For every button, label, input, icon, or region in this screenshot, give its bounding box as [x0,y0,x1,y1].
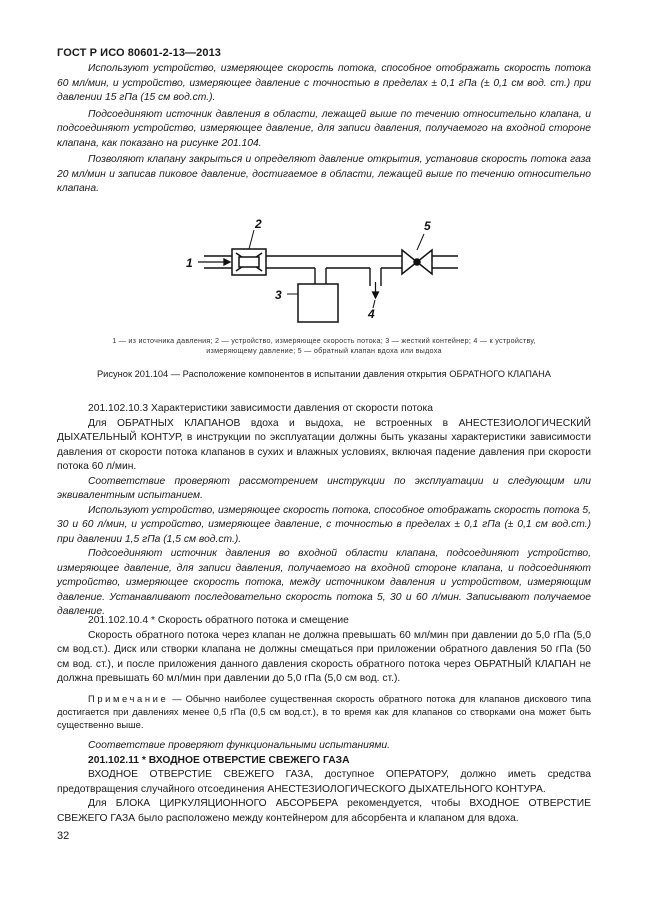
section-10-3-heading: 201.102.10.3 Характеристики зависимости давления от скорости потока [88,403,433,414]
section-11-heading: 201.102.11 * ВХОДНОЕ ОТВЕРСТИЕ СВЕЖЕГО ГАЗА [88,754,350,766]
section-10-3-body: Для ОБРАТНЫХ КЛАПАНОВ вдоха и выдоха, не встроенных в АНЕСТЕЗИОЛОГИЧЕСКИЙ ДЫХАТЕЛЬНЫЙ КОНТУР, в инструкции по эксплуатации должны быть указаны характеристики зависимости давления от скорости потока клапанов в сухих и влажных условиях, включая падение давления при скорости потока 60 л/мин. [57,417,591,472]
section-10-4-heading: 201.102.10.4 * Скорость обратного потока и смещение [88,615,349,626]
note-text: — Обычно наиболее существенная скорость обратного потока для клапанов дискового типа достигается при давлениях менее 0,5 гПа (0,5 см вод.ст.), в то время как для клапанов со створками она может быть существенно выше. [57,693,591,730]
figure-label-2: 2 [255,217,262,231]
section-10-3-paragraph-2: Подсоединяют источник давления во входной области клапана, подсоединяют устройство, измеряющее давление, для записи давления, получаемого на входной стороне клапана, и подсоединяют устройство, измеряющее скорость потока, между источником давления и устройством, измеряющим давление. Устанавливают последовательно скорость потока 5, 30 и 60 л/мин. Записывают получаемое давление. [57,548,591,617]
figure-legend-line-1: 1 — из источника давления; 2 — устройство, измеряющее скорость потока; 3 — жесткий контейнер; 4 — к устройству, [112,336,536,345]
rigid-container [298,284,338,322]
figure-label-5: 5 [424,219,431,233]
section-11-paragraph-1: ВХОДНОЕ ОТВЕРСТИЕ СВЕЖЕГО ГАЗА, доступное ОПЕРАТОРУ, должно иметь средства предотвращения случайного отсоединения АНЕСТЕЗИОЛОГИЧЕСКОГО ДЫХАТЕЛЬНОГО КОНТУРА. [57,769,591,795]
section-11 [57,739,591,826]
document-header: ГОСТ Р ИСО 80601-2-13—2013 [57,47,222,59]
pipe-branch-container [315,268,326,284]
intro-block [57,62,591,197]
gauge-arrow [373,282,379,298]
figure-diagram [180,212,470,324]
figure-label-1: 1 [186,256,193,270]
page-number: 32 [57,830,70,842]
figure-caption: Рисунок 201.104 — Расположение компонентов в испытании давления открытия ОБРАТНОГО КЛАПАНА [96,369,552,379]
section-10-4-body: Скорость обратного потока через клапан не должна превышать 60 мл/мин при давлении до 5,0 гПа (5,0 см вод.ст.). Диск или створки клапана не должны смещаться при приложении обратного давления 50 гПа (50 см вод. ст.), и после приложения данного давления скорость обратного потока через ОБРАТНЫЙ КЛАПАН не должна превышать 60 мл/мин при давлении до 5,0 гПа (5,0 см вод. ст.). [57,629,591,684]
section-10-3-compliance: Соответствие проверяют рассмотрением инструкции по эксплуатации и следующим или эквивалентным испытанием. [57,475,591,501]
flow-meter-device [232,249,266,275]
section-10-3 [57,402,591,620]
intro-paragraph-1: Используют устройство, измеряющее скорость потока, способное отображать скорость потока 60 мл/мин, и устройство, измеряющее давление с точностью в пределах ± 0,1 гПа (± 0,1 см вод. ст.) при давлении 15 гПа (15 см вод.ст.). [57,63,591,103]
intro-paragraph-2: Подсоединяют источник давления в области, лежащей выше по течению относительно клапана, и подсоединяют устройство, измеряющее давление, для записи давления, получаемого на входной стороне клапана, как показано на рисунке 201.104. [57,108,591,149]
section-10-4-note [57,692,591,731]
figure-legend-line-2: измеряющему давление; 5 — обратный клапан вдоха или выдоха [206,346,442,355]
inlet-arrow [198,259,230,265]
section-11-paragraph-2: Для БЛОКА ЦИРКУЛЯЦИОННОГО АБСОРБЕРА рекомендуется, чтобы ВХОДНОЕ ОТВЕРСТИЕ СВЕЖЕГО ГАЗА было расположено между контейнером для абсорбента и клапаном для вдоха. [57,798,591,824]
figure-label-3: 3 [275,288,282,302]
section-10-3-paragraph-1: Используют устройство, измеряющее скорость потока, способное отображать скорость потока 5, 30 и 60 л/мин, и устройство, измеряющее давление, с точностью в пределах ± 0,1 гПа (± 0,1 см вод.ст.) при давлении 1,5 гПа (1,5 см вод.ст.). [57,504,591,545]
intro-paragraph-3: Позволяют клапану закрыться и определяют давление открытия, установив скорость потока газа 20 мл/мин и записав пиковое давление, достигаемое в области, лежащей выше по течению относительно клапана. [57,154,591,194]
section-10-4 [57,614,591,687]
check-valve [402,250,432,274]
note-label: Примечание [88,693,169,704]
section-10-4-compliance: Соответствие проверяют функциональными испытаниями. [88,740,391,751]
figure-label-4: 4 [368,307,375,321]
